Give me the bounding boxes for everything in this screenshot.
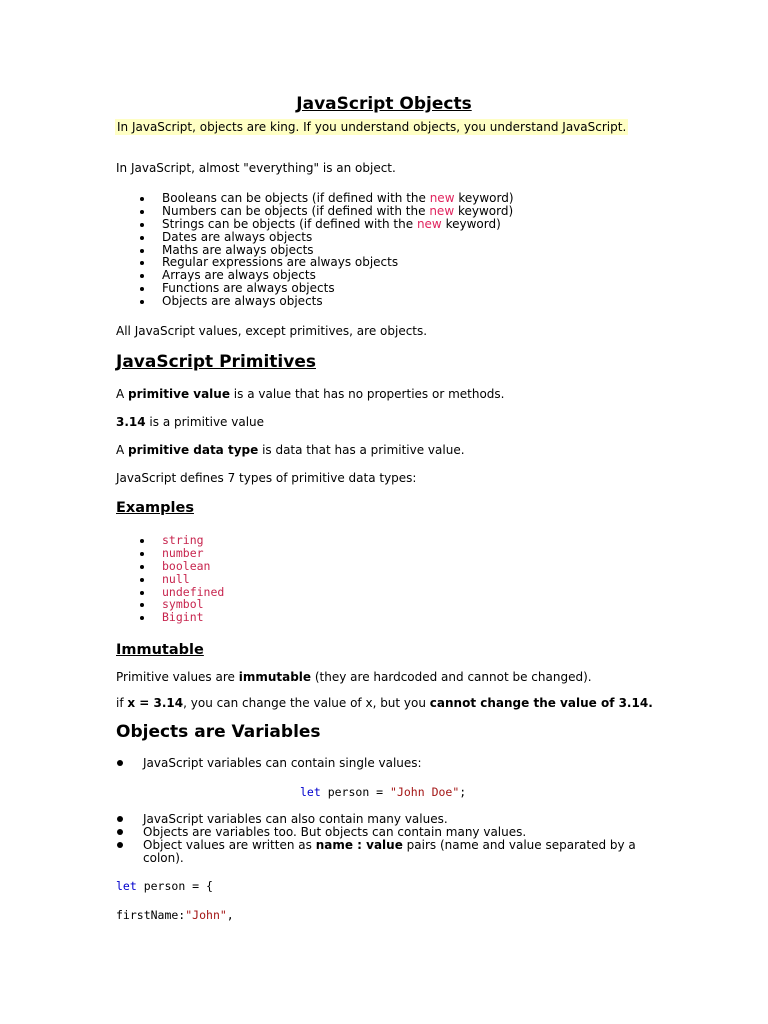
list-item: Booleans can be objects (if defined with the new keyword)	[116, 192, 514, 205]
list-item: Objects are always objects	[116, 295, 514, 308]
list-item: Maths are always objects	[116, 244, 514, 257]
page-title: JavaScript Objects	[296, 94, 472, 114]
examples-list	[116, 534, 224, 624]
code-line-single: let person = "John Doe";	[300, 785, 467, 799]
primitive-type-text: A primitive data type is data that has a primitive value.	[116, 443, 465, 457]
primitive-value-text: A primitive value is a value that has no properties or methods.	[116, 387, 505, 401]
list-item: symbol	[116, 598, 224, 611]
variables-list	[116, 813, 636, 865]
list-item: undefined	[116, 586, 224, 599]
list-item: Object values are written as name : value pairs (name and value separated by a colon).	[116, 839, 636, 865]
immutable-text: Primitive values are immutable (they are hardcoded and cannot be changed).	[116, 670, 592, 684]
object-types-list	[116, 192, 514, 308]
list-item: null	[116, 573, 224, 586]
code-line-firstname: firstName:"John",	[116, 908, 234, 922]
pi-text: 3.14 is a primitive value	[116, 415, 265, 429]
variables-single-list	[116, 757, 422, 770]
list-item: Regular expressions are always objects	[116, 256, 514, 269]
change-value-text: if x = 3.14, you can change the value of x, but you cannot change the value of 3.14.	[116, 696, 653, 710]
variables-heading: Objects are Variables	[116, 722, 321, 742]
list-item: Objects are variables too. But objects can contain many values.	[116, 826, 636, 839]
primitives-heading: JavaScript Primitives	[116, 352, 316, 372]
list-item: number	[116, 547, 224, 560]
immutable-heading: Immutable	[116, 642, 204, 658]
list-item: JavaScript variables can also contain many values.	[116, 813, 636, 826]
list-item: boolean	[116, 560, 224, 573]
defines-text: JavaScript defines 7 types of primitive data types:	[116, 471, 417, 485]
list-item: Strings can be objects (if defined with the new keyword)	[116, 218, 514, 231]
intro-highlight	[115, 120, 628, 134]
list-item: Dates are always objects	[116, 231, 514, 244]
list-item: Arrays are always objects	[116, 269, 514, 282]
list-item: Bigint	[116, 611, 224, 624]
list-item: Functions are always objects	[116, 282, 514, 295]
almost-everything-text: In JavaScript, almost "everything" is an object.	[116, 161, 396, 175]
list-item: JavaScript variables can contain single values:	[116, 757, 422, 770]
intro-text: In JavaScript, objects are king. If you understand objects, you understand JavaScript.	[117, 120, 627, 134]
list-item: string	[116, 534, 224, 547]
list-item: Numbers can be objects (if defined with the new keyword)	[116, 205, 514, 218]
examples-heading: Examples	[116, 500, 194, 516]
all-values-text: All JavaScript values, except primitives, are objects.	[116, 324, 428, 338]
code-line-object-open: let person = {	[116, 879, 213, 893]
